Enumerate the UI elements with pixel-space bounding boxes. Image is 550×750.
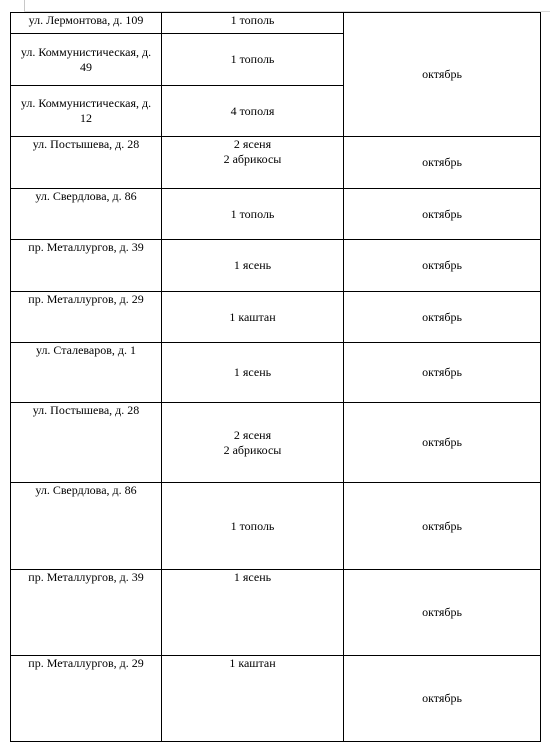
table-row xyxy=(11,483,541,570)
month-cell: октябрь xyxy=(344,292,541,343)
trees-cell xyxy=(162,403,344,483)
trees-cell: 1 тополь xyxy=(162,189,344,240)
trees-cell: 1 тополь xyxy=(162,483,344,570)
trees-cell: 1 каштан xyxy=(162,292,344,343)
month-cell: октябрь xyxy=(344,570,541,656)
table-row xyxy=(11,137,541,189)
month-cell: октябрь xyxy=(344,656,541,742)
tree-line: 2 ясеня xyxy=(233,427,272,442)
trees-cell: 1 тополь xyxy=(162,13,344,34)
address-cell: пр. Металлургов, д. 29 xyxy=(11,292,162,343)
table-row xyxy=(11,343,541,403)
tree-line: 2 ясеня xyxy=(233,137,272,151)
address-cell: ул. Постышева, д. 28 xyxy=(11,137,162,189)
month-cell: октябрь xyxy=(344,403,541,483)
trees-cell xyxy=(162,137,344,189)
address-cell: пр. Металлургов, д. 29 xyxy=(11,656,162,742)
address-cell: ул. Коммунистическая, д. 49 xyxy=(11,34,162,86)
month-cell: октябрь xyxy=(344,343,541,403)
address-cell: ул. Лермонтова, д. 109 xyxy=(11,13,162,34)
address-cell: пр. Металлургов, д. 39 xyxy=(11,570,162,656)
address-cell: ул. Свердлова, д. 86 xyxy=(11,483,162,570)
table-row xyxy=(11,240,541,292)
address-cell: пр. Металлургов, д. 39 xyxy=(11,240,162,292)
month-cell: октябрь xyxy=(344,240,541,292)
page-top-edge xyxy=(0,0,550,12)
table-row xyxy=(11,292,541,343)
month-cell: октябрь xyxy=(344,483,541,570)
tree-line: 2 абрикосы xyxy=(223,442,282,457)
table-row xyxy=(11,13,541,34)
table-row xyxy=(11,403,541,483)
trees-cell: 1 ясень xyxy=(162,570,344,656)
trees-cell: 1 ясень xyxy=(162,343,344,403)
table-row xyxy=(11,656,541,742)
month-cell: октябрь xyxy=(344,137,541,189)
address-cell: ул. Постышева, д. 28 xyxy=(11,403,162,483)
address-cell: ул. Свердлова, д. 86 xyxy=(11,189,162,240)
month-cell: октябрь xyxy=(344,13,541,137)
address-cell: ул. Коммунистическая, д. 12 xyxy=(11,86,162,137)
table-row xyxy=(11,570,541,656)
month-cell: октябрь xyxy=(344,189,541,240)
tree-line: 2 абрикосы xyxy=(223,152,282,166)
trees-cell: 4 тополя xyxy=(162,86,344,137)
table-row xyxy=(11,189,541,240)
trees-cell: 1 тополь xyxy=(162,34,344,86)
trees-cell: 1 ясень xyxy=(162,240,344,292)
page-corner-mark xyxy=(24,0,25,11)
tree-planting-table xyxy=(10,12,541,742)
address-cell: ул. Сталеваров, д. 1 xyxy=(11,343,162,403)
trees-cell: 1 каштан xyxy=(162,656,344,742)
